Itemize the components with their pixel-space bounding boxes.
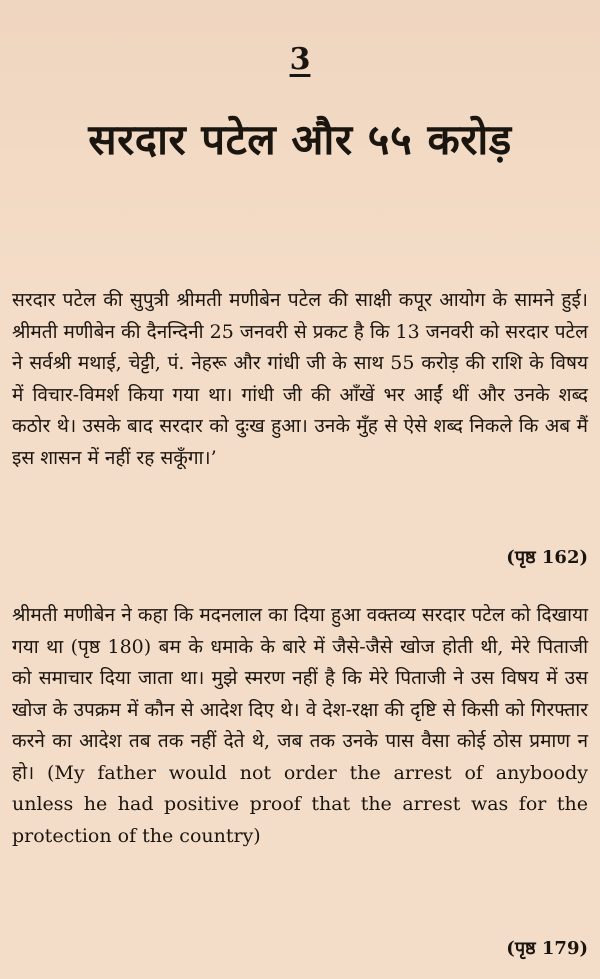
paragraph-1 <box>12 285 588 474</box>
paragraph-2 <box>12 600 588 852</box>
page-reference-1: (पृष्ठ 162) <box>506 547 588 568</box>
page-reference-2: (पृष्ठ 179) <box>506 938 588 959</box>
chapter-number: 3 <box>289 42 311 77</box>
paragraph-2-text: श्रीमती मणीबेन ने कहा कि मदनलाल का दिया हुआ वक्तव्य सरदार पटेल को दिखाया गया था (पृष्ठ 180) बम के धमाके के बारे में जैसे-जैसे खोज होती थी, मेरे पिताजी को समाचार दिया जाता था। मुझे स्मरण नहीं है कि मेरे पिताजी ने उस विषय में उस खोज के उपक्रम में कौन से आदेश दिए थे। वे देश-रक्षा की दृष्टि से किसी को गिरफ्तार करने का आदेश तब तक नहीं देते थे, जब तक उनके पास वैसा कोई ठोस प्रमाण न हो। (My father would not order the arrest of anyboody unless he had positive proof that the arrest was for the protection of the country) <box>12 604 588 847</box>
chapter-title: सरदार पटेल और ५५ करोड़ <box>88 115 512 164</box>
paragraph-1-text: सरदार पटेल की सुपुत्री श्रीमती मणीबेन पटेल की साक्षी कपूर आयोग के सामने हुई। श्रीमती मणीबेन की दैनन्दिनी 25 जनवरी से प्रकट है कि 13 जनवरी को सरदार पटेल ने सर्वश्री मथाई, चेट्टी, पं. नेहरू और गांधी जी के साथ 55 करोड़ की राशि के विषय में विचार-विमर्श किया गया था। गांधी जी की आँखें भर आईं थीं और उनके शब्द कठोर थे। उसके बाद सरदार को दुःख हुआ। उनके मुँह से ऐसे शब्द निकले कि अब मैं इस शासन में नहीं रह सकूँगा।’ <box>12 289 588 469</box>
